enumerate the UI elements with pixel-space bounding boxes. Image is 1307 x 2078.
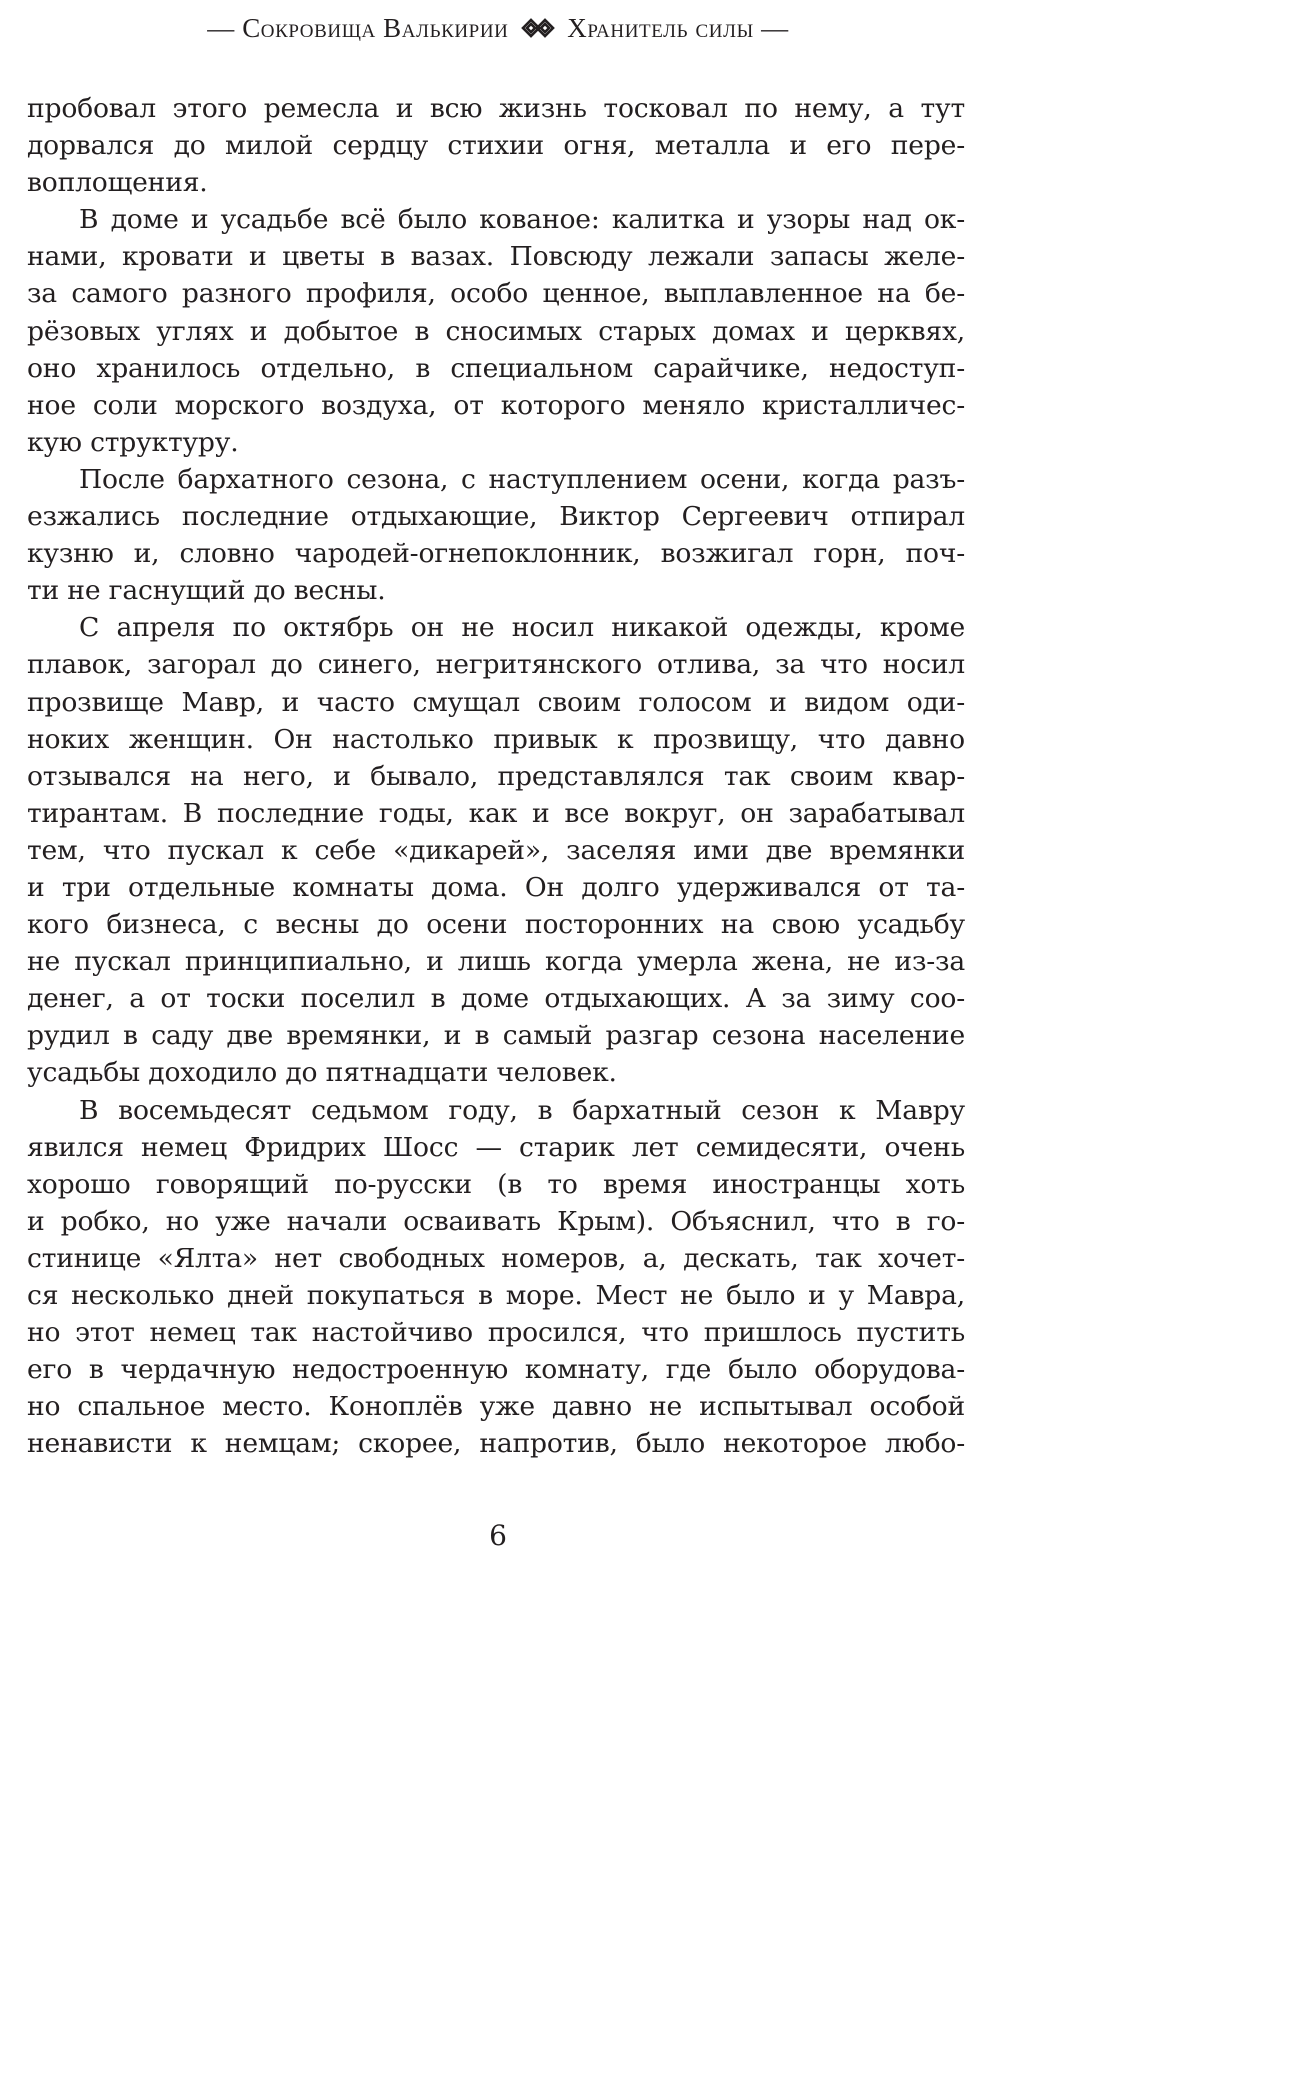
text-line: кую структуру. (27, 426, 239, 458)
text-line: После бархатного сезона, с наступлением осени, когда разъ- (79, 463, 965, 495)
series-title: Сокровища Валькирии (242, 13, 509, 43)
text-line: В восемьдесят седьмом году, в бархатный сезон к Мавру (79, 1094, 965, 1126)
text-line: явился немец Фридрих Шосс — старик лет семидесяти, очень (27, 1131, 965, 1163)
paragraph (27, 609, 965, 1091)
text-line: за самого разного профиля, особо ценное, выплавленное на бе- (27, 278, 965, 310)
text-line: ноких женщин. Он настолько привык к прозвищу, что давно (27, 723, 965, 755)
text-line: и три отдельные комнаты дома. Он долго удерживался от та- (27, 871, 965, 903)
text-line: ненависти к немцам; скорее, напротив, было некоторое любо- (27, 1428, 965, 1460)
text-line: ти не гаснущий до весны. (27, 575, 386, 607)
paragraph (27, 461, 965, 609)
text-line: кузню и, словно чародей-огнепоклонник, возжигал горн, поч- (27, 538, 965, 570)
text-line: усадьбы доходило до пятнадцати человек. (27, 1057, 617, 1089)
text-line: денег, а от тоски поселил в доме отдыхающих. А за зиму соо- (27, 983, 965, 1015)
text-line: оно хранилось отдельно, в специальном сарайчике, недоступ- (27, 352, 965, 384)
text-line: В доме и усадьбе всё было кованое: калитка и узоры над ок- (79, 204, 965, 236)
knot-ornament-icon (520, 15, 556, 41)
text-line: хорошо говорящий по-русски (в то время иностранцы хоть (27, 1168, 965, 1200)
text-line: ное соли морского воздуха, от которого меняло кристалличес- (27, 389, 965, 421)
text-line: рёзовых углях и добытое в сносимых старых домах и церквях, (27, 315, 965, 347)
text-line: С апреля по октябрь он не носил никакой одежды, кроме (79, 612, 965, 644)
paragraph (27, 201, 965, 461)
text-line: кого бизнеса, с весны до осени посторонних на свою усадьбу (27, 909, 965, 941)
running-head (0, 8, 996, 48)
paragraph (27, 90, 965, 201)
text-line: прозвище Мавр, и часто смущал своим голосом и видом оди- (27, 686, 965, 718)
text-line: не пускал принципиально, и лишь когда умерла жена, не из-за (27, 946, 965, 978)
text-line: но этот немец так настойчиво просился, что пришлось пустить (27, 1317, 965, 1349)
page-number: 6 (489, 1519, 507, 1552)
text-line: отзывался на него, и бывало, представлялся так своим квар- (27, 760, 965, 792)
paragraph (27, 1092, 965, 1463)
text-line: плавок, загорал до синего, негритянского отлива, за что носил (27, 649, 965, 681)
text-line: нами, кровати и цветы в вазах. Повсюду лежали запасы желе- (27, 241, 965, 273)
header-dash-right: — (761, 13, 789, 43)
header-dash-left: — (207, 13, 235, 43)
book-title: Хранитель силы (567, 13, 754, 43)
text-line: и робко, но уже начали осваивать Крым). Объяснил, что в го- (27, 1205, 965, 1237)
text-line: воплощения. (27, 167, 208, 199)
body-text (27, 90, 965, 1462)
text-line: ся несколько дней покупаться в море. Мест не было и у Мавра, (27, 1280, 965, 1311)
text-line: его в чердачную недостроенную комнату, где было оборудова- (27, 1354, 965, 1386)
text-line: езжались последние отдыхающие, Виктор Сергеевич отпирал (27, 501, 965, 533)
text-line: тем, что пускал к себе «дикарей», заселяя ими две времянки (27, 834, 965, 866)
text-line: дорвался до милой сердцу стихии огня, металла и его пере- (27, 130, 965, 162)
text-line: но спальное место. Коноплёв уже давно не испытывал особой (27, 1391, 965, 1423)
text-line: пробовал этого ремесла и всю жизнь тосковал по нему, а тут (27, 93, 965, 124)
text-line: тирантам. В последние годы, как и все вокруг, он зарабатывал (27, 797, 965, 829)
text-line: стинице «Ялта» нет свободных номеров, а, дескать, так хочет- (27, 1242, 965, 1274)
text-line: рудил в саду две времянки, и в самый разгар сезона население (27, 1020, 965, 1052)
